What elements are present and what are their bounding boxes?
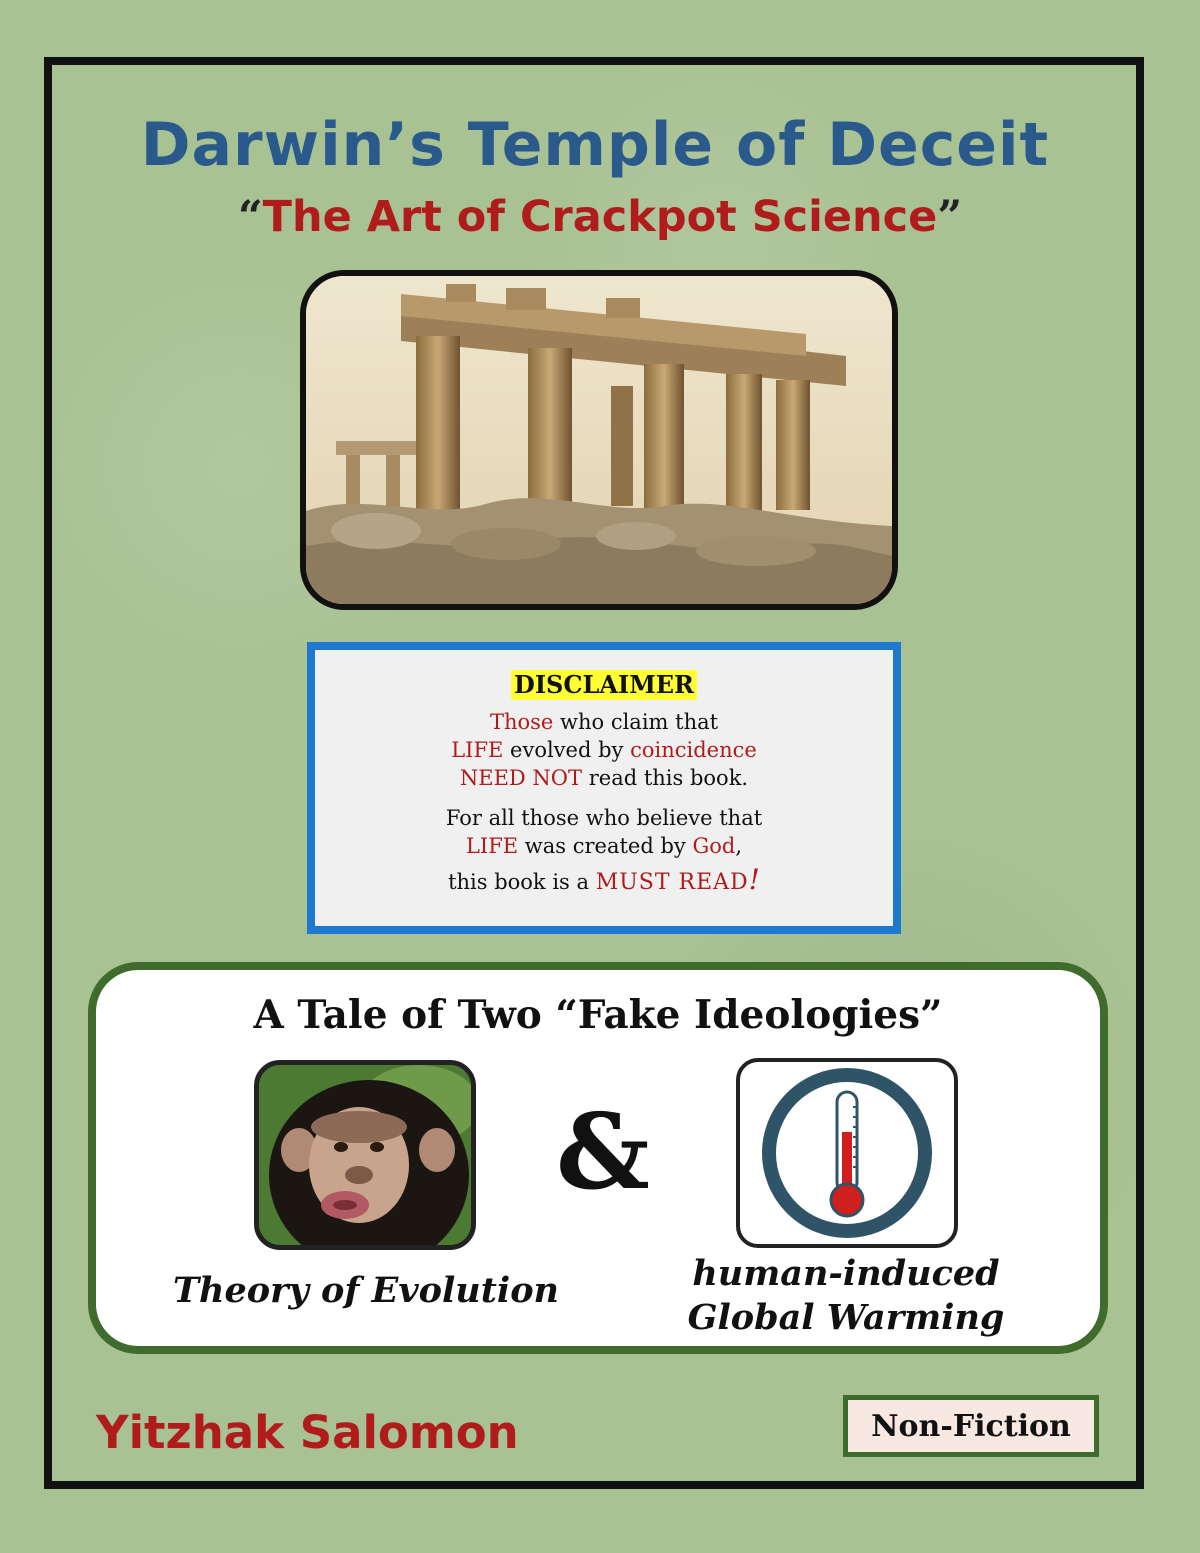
thermometer-graphic [740,1062,954,1244]
disclaimer-line-3 [315,764,893,792]
parthenon-ruins-image [300,270,898,610]
disclaimer-line-2 [315,736,893,764]
disclaimer-line-2-red-1: LIFE [451,738,504,762]
book-title: Darwin’s Temple of Deceit [140,110,1050,180]
global-warming-caption-line-2: Global Warming [687,1297,1005,1338]
tale-title: A Tale of Two “Fake Ideologies” [253,992,943,1038]
disclaimer-box [307,642,901,934]
disclaimer-line-1 [315,708,893,736]
disclaimer-line-1-rest: who claim that [553,710,719,734]
disclaimer-line-3-rest: read this book. [582,766,749,790]
disclaimer-paragraph-1 [315,708,893,792]
chimpanzee-illustration [259,1065,471,1245]
disclaimer-line-5-end: , [735,834,743,858]
disclaimer-line-4: For all those who believe that [445,806,763,830]
disclaimer-heading: DISCLAIMER [511,670,697,700]
tale-box [88,962,1108,1354]
global-warming-caption [656,1252,1036,1340]
exclamation-mark: ! [748,863,760,896]
disclaimer-line-5-mid: was created by [518,834,693,858]
disclaimer-line-1-red: Those [489,710,554,734]
book-subtitle [0,192,1200,242]
disclaimer-line-6 [315,863,893,897]
disclaimer-line-2-mid: evolved by [503,738,631,762]
disclaimer-line-5-red-2: God [692,834,736,858]
disclaimer-paragraph-2 [315,804,893,897]
disclaimer-line-3-red: NEED NOT [459,766,583,790]
thermometer-icon [736,1058,958,1248]
ampersand: & [556,1090,650,1213]
global-warming-caption-line-1: human-induced [692,1253,1000,1294]
temple-illustration [306,276,892,604]
subtitle-close-quote: ” [937,192,963,242]
author-name: Yitzhak Salomon [96,1406,519,1459]
chimpanzee-image [254,1060,476,1250]
disclaimer-line-5-red-1: LIFE [465,834,519,858]
disclaimer-line-5 [315,832,893,860]
disclaimer-line-6-start: this book is a [448,870,596,894]
evolution-caption: Theory of Evolution [172,1270,559,1311]
subtitle-text: The Art of Crackpot Science [262,192,938,242]
must-read-text: MUST READ [595,870,749,895]
disclaimer-line-2-red-2: coincidence [630,738,757,762]
subtitle-open-quote: “ [237,192,263,242]
genre-badge: Non-Fiction [843,1395,1099,1457]
